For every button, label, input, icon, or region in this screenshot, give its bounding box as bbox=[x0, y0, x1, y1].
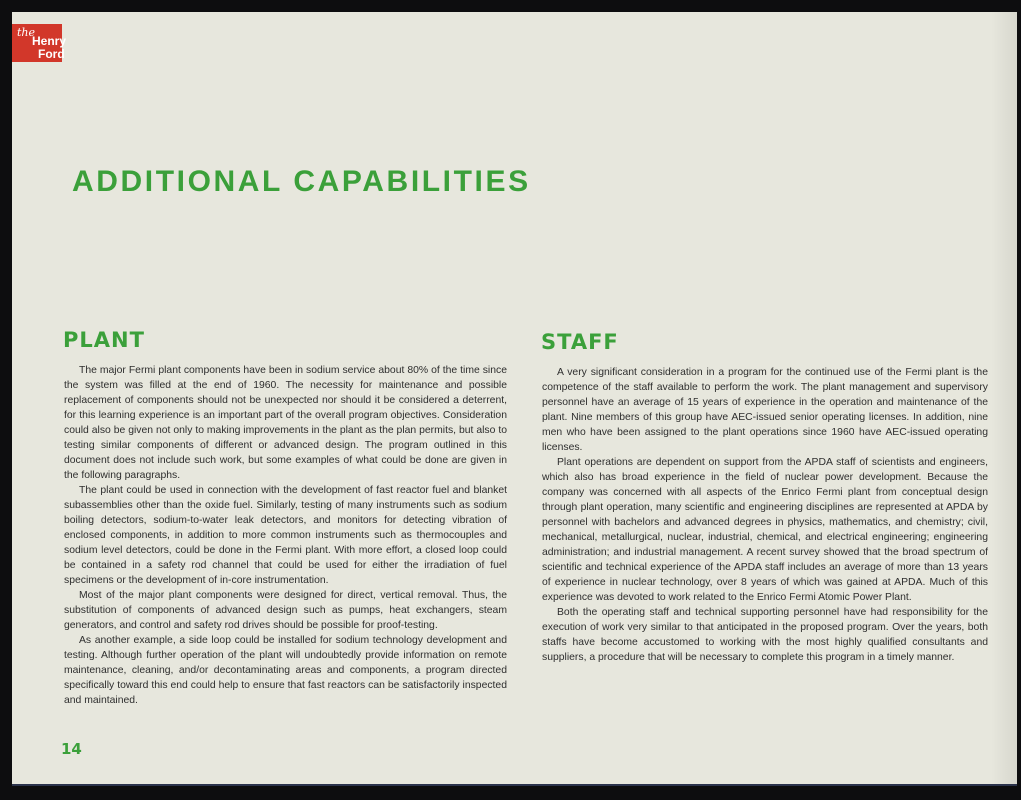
plant-heading: PLANT bbox=[63, 328, 145, 352]
staff-paragraph-2: Plant operations are dependent on support from the APDA staff of scientists and engineers, which also has broad experience in the field of nuclear power development. Because the company was concerned with all aspects of the Enrico Fermi plant from conceptual design through plant operation, many scientific and engineering disciplines are represented at APDA by personnel with bachelors and advanced degrees in physics, mathematics, and chemistry; civil, mechanical, metallurgical, nuclear, industrial, chemical, and electrical engineering; engineering administration; and industrial management. A recent survey showed that the broad spectrum of scientific and technical experience of the APDA staff includes an average of more than 13 years of experience in nuclear technology, over 8 years of which was gained at APDA. Much of this experience was devoted to work related to the Enrico Fermi Atomic Power Plant. bbox=[542, 457, 988, 603]
page-gutter-shade bbox=[991, 12, 1017, 784]
plant-paragraph-1: The major Fermi plant components have been in sodium service about 80% of the time since the system was filled at the end of 1960. The necessity for maintenance and possible replacement of components should not be unexpected nor should it be considered a deterrent, for this learning experience is an important part of the overall program objectives. Consideration could also be given not only to making improvements in the plant as the plan permits, but also to testing similar components of different or advanced design. The program outlined in this document does not include such work, but some examples of what could be done are given in the following paragraphs. bbox=[64, 365, 507, 481]
henry-ford-logo bbox=[12, 24, 67, 62]
plant-paragraph-2: The plant could be used in connection with the development of fast reactor fuel and blanket subassemblies other than the oxide fuel. Similarly, testing of many instruments such as sodium boiling detectors, sodium-to-water leak detectors, and monitors for detecting vibration of enclosed components, in addition to more common instruments such as thermocouples and sodium level detectors, could be done in the Fermi plant. With more effort, a closed loop could be contained in a safety rod channel that could be used for either the irradiation of fuel specimens or the development of in-core instrumentation. bbox=[64, 485, 507, 586]
staff-heading: STAFF bbox=[541, 330, 619, 354]
logo-henry: Henry bbox=[32, 34, 67, 48]
page-number: 14 bbox=[61, 740, 82, 758]
staff-column bbox=[542, 365, 988, 665]
plant-column bbox=[64, 363, 507, 708]
page-bottom-edge bbox=[12, 784, 1017, 786]
plant-paragraph-3: Most of the major plant components were designed for direct, vertical removal. Thus, the substitution of components of advanced design such as pumps, heat exchangers, steam generators, and control and safety rod drives should be possible for proof-testing. bbox=[64, 590, 507, 631]
plant-paragraph-4: As another example, a side loop could be installed for sodium technology development and testing. Although further operation of the plant will undoubtedly provide information on remote maintenance, cleaning, and/or decontaminating areas and components, a program directed specifically toward this end could help to ensure that fast reactors can be satisfactorily inspected and maintained. bbox=[64, 635, 507, 706]
page-title: ADDITIONAL CAPABILITIES bbox=[72, 165, 531, 198]
staff-paragraph-3: Both the operating staff and technical supporting personnel have had responsibility for the execution of work very similar to that anticipated in the proposed program. Over the years, both staffs have become accustomed to working with the most highly qualified consultants and suppliers, a procedure that will be necessary to complete this program in a timely manner. bbox=[542, 607, 988, 663]
logo-ford: Ford bbox=[38, 47, 65, 61]
logo-the: the bbox=[17, 26, 36, 39]
document-page bbox=[12, 12, 1017, 784]
staff-paragraph-1: A very significant consideration in a program for the continued use of the Fermi plant is the competence of the staff available to perform the work. The plant management and supervisory personnel have an average of 15 years of experience in the operation and maintenance of the plant. Nine members of this group have AEC-issued senior operating licenses. In addition, nine men who have been assigned to the plant operations since 1960 have AEC-issued operating licenses. bbox=[542, 367, 988, 453]
